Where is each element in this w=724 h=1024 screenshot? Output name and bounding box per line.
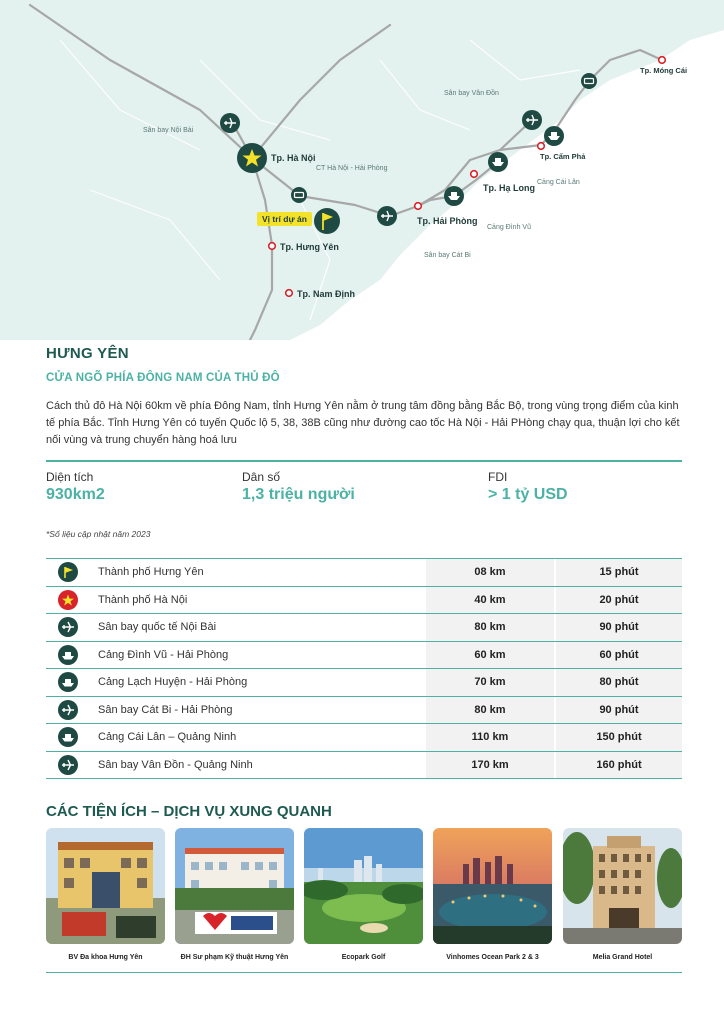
map-label-cang-cai-lan: Cảng Cái Lân bbox=[537, 179, 580, 186]
city-marker-cam-pha bbox=[538, 143, 545, 150]
ship-icon bbox=[58, 645, 78, 665]
table-row bbox=[46, 696, 682, 724]
distance-km: 80 km bbox=[426, 696, 554, 724]
airport-marker-cat-bi-icon bbox=[377, 206, 397, 226]
flag-icon bbox=[58, 562, 78, 582]
amenity-card bbox=[563, 828, 682, 961]
city-marker-hung-yen bbox=[269, 243, 276, 250]
project-flag-icon bbox=[314, 208, 340, 234]
destination-name: Thành phố Hưng Yên bbox=[90, 559, 426, 587]
distance-km: 110 km bbox=[426, 724, 554, 752]
city-marker-mong-cai bbox=[659, 57, 666, 64]
table-row bbox=[46, 586, 682, 614]
travel-time: 60 phút bbox=[556, 641, 682, 669]
amenity-caption: Melia Grand Hotel bbox=[592, 954, 653, 961]
divider-bottom bbox=[46, 972, 682, 973]
stat-fdi-value: > 1 tỷ USD bbox=[488, 486, 568, 503]
distance-km: 40 km bbox=[426, 586, 554, 614]
divider-top bbox=[46, 460, 682, 462]
map-label-tp-cam-pha: Tp. Cẩm Phả bbox=[540, 152, 586, 161]
amenities-title: CÁC TIỆN ÍCH – DỊCH VỤ XUNG QUANH bbox=[46, 803, 332, 820]
map-label-tp-ha-long: Tp. Hạ Long bbox=[483, 183, 535, 193]
map-label-tp-hai-phong: Tp. Hải Phòng bbox=[417, 216, 478, 226]
amenity-photo-hotel bbox=[563, 828, 682, 944]
port-marker-cai-lan-icon bbox=[488, 152, 508, 172]
map-label-cang-dinh-vu: Cảng Đình Vũ bbox=[487, 224, 531, 231]
stat-fdi-label: FDI bbox=[488, 470, 508, 484]
ship-icon bbox=[58, 672, 78, 692]
amenity-photo-university bbox=[175, 828, 294, 944]
map-label-tp-hung-yen: Tp. Hưng Yên bbox=[280, 242, 339, 252]
vietnam-star-icon bbox=[58, 590, 78, 610]
amenity-photo-vinhomes bbox=[433, 828, 552, 944]
stat-area-label: Diện tích bbox=[46, 470, 94, 484]
travel-time: 160 phút bbox=[556, 751, 682, 779]
stat-population-value: 1,3 triệu người bbox=[242, 486, 355, 503]
destination-name: Sân bay Cát Bi - Hải Phòng bbox=[90, 696, 426, 724]
map-label-ct-hn-hp: CT Hà Nội - Hải Phòng bbox=[316, 165, 388, 172]
amenity-card bbox=[433, 828, 552, 961]
project-location-badge: Vị trí dự án bbox=[257, 212, 312, 226]
port-marker-cam-pha-icon bbox=[544, 126, 564, 146]
airplane-icon bbox=[58, 755, 78, 775]
table-row bbox=[46, 559, 682, 587]
amenity-photo-golf bbox=[304, 828, 423, 944]
stat-area-value: 930km2 bbox=[46, 486, 105, 503]
distance-km: 80 km bbox=[426, 614, 554, 642]
distance-km: 70 km bbox=[426, 669, 554, 697]
map-label-tp-nam-dinh: Tp. Nam Định bbox=[297, 289, 355, 299]
distance-km: 170 km bbox=[426, 751, 554, 779]
travel-time: 150 phút bbox=[556, 724, 682, 752]
airport-marker-van-don-icon bbox=[522, 110, 542, 130]
toll-marker-icon bbox=[291, 187, 307, 203]
section-title: HƯNG YÊN bbox=[46, 345, 129, 362]
map-label-tp-ha-noi: Tp. Hà Nội bbox=[271, 153, 316, 163]
destination-name: Sân bay quốc tế Nội Bài bbox=[90, 614, 426, 642]
travel-time: 90 phút bbox=[556, 696, 682, 724]
table-row bbox=[46, 751, 682, 779]
airport-marker-noi-bai-icon bbox=[220, 113, 240, 133]
distance-km: 08 km bbox=[426, 559, 554, 587]
destination-name: Cảng Lạch Huyện - Hải Phòng bbox=[90, 669, 426, 697]
amenity-card bbox=[46, 828, 165, 961]
table-row bbox=[46, 614, 682, 642]
ship-icon bbox=[58, 727, 78, 747]
travel-time: 15 phút bbox=[556, 559, 682, 587]
hanoi-star-icon bbox=[237, 143, 267, 173]
destination-name: Cảng Cái Lân – Quảng Ninh bbox=[90, 724, 426, 752]
destination-name: Sân bay Vân Đồn - Quảng Ninh bbox=[90, 751, 426, 779]
stat-population bbox=[242, 470, 355, 504]
toll-marker-2-icon bbox=[581, 73, 597, 89]
section-subtitle: CỬA NGÕ PHÍA ĐÔNG NAM CỦA THỦ ĐÔ bbox=[46, 372, 280, 384]
distance-table bbox=[46, 558, 682, 779]
table-row bbox=[46, 641, 682, 669]
destination-name: Cảng Đình Vũ - Hải Phòng bbox=[90, 641, 426, 669]
city-marker-hai-phong bbox=[415, 203, 422, 210]
stat-population-label: Dân số bbox=[242, 470, 281, 484]
travel-time: 80 phút bbox=[556, 669, 682, 697]
amenity-caption: ĐH Sư phạm Kỹ thuật Hưng Yên bbox=[180, 954, 289, 961]
map-label-san-bay-noi-bai: Sân bay Nội Bài bbox=[143, 127, 194, 134]
amenity-caption: Ecopark Golf bbox=[341, 954, 386, 961]
region-map bbox=[0, 0, 724, 340]
data-note: *Số liệu cập nhật năm 2023 bbox=[46, 529, 151, 539]
amenity-card bbox=[304, 828, 423, 961]
map-label-san-bay-van-don: Sân bay Vân Đồn bbox=[444, 90, 499, 97]
destination-name: Thành phố Hà Nội bbox=[90, 586, 426, 614]
amenity-caption: Vinhomes Ocean Park 2 & 3 bbox=[446, 954, 539, 961]
port-marker-dinh-vu-icon bbox=[444, 186, 464, 206]
amenity-photo-hospital bbox=[46, 828, 165, 944]
map-label-san-bay-cat-bi: Sân bay Cát Bi bbox=[424, 252, 471, 259]
stat-fdi bbox=[488, 470, 568, 504]
amenity-caption: BV Đa khoa Hưng Yên bbox=[68, 954, 143, 961]
travel-time: 90 phút bbox=[556, 614, 682, 642]
map-label-tp-mong-cai: Tp. Móng Cái bbox=[640, 66, 688, 75]
travel-time: 20 phút bbox=[556, 586, 682, 614]
intro-paragraph: Cách thủ đô Hà Nội 60km về phía Đông Nam, tỉnh Hưng Yên nằm ở trung tâm đồng bằng Bắc Bộ, trong vùng trọng điểm của kinh tế phía Bắc. Tỉnh Hưng Yên có tuyến Quốc lộ 5, 38, 38B cũng như đường cao tốc Hà Nội - Hải PHòng chạy qua, thuận lợi cho kết nối vùng và trung chuyển hàng hoá lưu bbox=[46, 400, 680, 446]
table-row bbox=[46, 669, 682, 697]
airplane-icon bbox=[58, 700, 78, 720]
distance-km: 60 km bbox=[426, 641, 554, 669]
amenity-card bbox=[175, 828, 294, 961]
table-row bbox=[46, 724, 682, 752]
city-marker-ha-long bbox=[471, 171, 478, 178]
city-marker-nam-dinh bbox=[286, 290, 293, 297]
stat-area bbox=[46, 470, 105, 504]
airplane-icon bbox=[58, 617, 78, 637]
